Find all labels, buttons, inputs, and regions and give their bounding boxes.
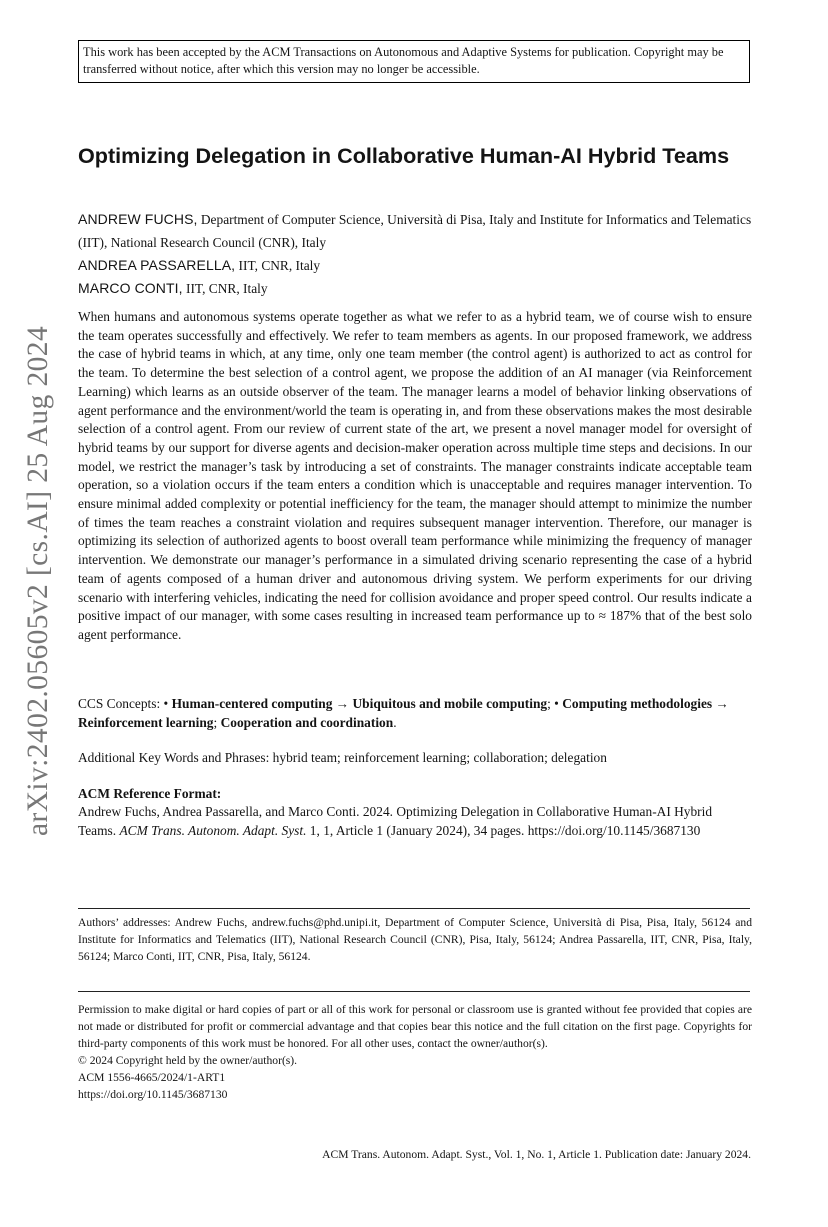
page-footer: ACM Trans. Autonom. Adapt. Syst., Vol. 1, No. 1, Article 1. Publication date: January 2024. [322, 1148, 751, 1161]
ccs-concepts [78, 695, 752, 732]
author-entry [78, 208, 754, 254]
author-list [78, 208, 754, 300]
author-affiliation: IIT, CNR, Italy [182, 281, 268, 296]
doi-link[interactable]: https://doi.org/10.1145/3687130 [78, 1088, 228, 1101]
reference-text: 1, 1, Article 1 (January 2024), 34 pages. https://doi.org/10.1145/3687130 [306, 822, 701, 838]
author-entry [78, 254, 754, 277]
permission-text: Permission to make digital or hard copies of part or all of this work for personal or classroom use is granted without fee provided that copies are not made or distributed for profit or commercial advantage and that copies bear this notice and the full citation on the first page. Copyrights for third-party components of this work must be honored. For all other uses, contact the owner/author(s). [78, 1003, 752, 1050]
arxiv-identifier: arXiv:2402.05605v2 [cs.AI] 25 Aug 2024 [22, 325, 54, 836]
footnote-divider [78, 908, 750, 909]
reference-text: Andrew Fuchs, Andrea Passarella, and Marco Conti. 2024. Optimizing Delegation in Collaborative Human-AI Hybrid Teams. [78, 804, 713, 838]
author-name: ANDREW FUCHS, [78, 211, 198, 227]
author-entry [78, 277, 754, 300]
ccs-concept: Human-centered computing → Ubiquitous and mobile computing [171, 696, 548, 711]
ccs-concept: Cooperation and coordination [220, 714, 394, 730]
author-addresses: Authors’ addresses: Andrew Fuchs, andrew.fuchs@phd.unipi.it, Department of Computer Science, Università di Pisa, Pisa, Italy, 56124 and Institute for Informatics and Telematics (IIT), National Research Council (CNR), Pisa, Italy, 56124; Andrea Passarella, IIT, CNR, Pisa, Italy, 56124; Marco Conti, IIT, CNR, Pisa, Italy, 56124. [78, 916, 752, 963]
reference-format [78, 803, 752, 840]
ccs-suffix: . [393, 714, 397, 730]
reference-journal: ACM Trans. Autonom. Adapt. Syst. [119, 822, 307, 838]
ccs-concept: Computing methodologies → Reinforcement learning [78, 696, 729, 730]
copyright-notice-box: This work has been accepted by the ACM Transactions on Autonomous and Adaptive Systems for publication. Copyright may be transferred without notice, after which this version may no longer be accessible. [78, 40, 750, 83]
author-affiliation: IIT, CNR, Italy [235, 258, 321, 273]
abstract: When humans and autonomous systems operate together as what we refer to as a hybrid team, we of course wish to ensure the team operates successfully and effectively. We refer to team members as agents. In our proposed framework, we address the case of hybrid teams in which, at any time, only one team member (the control agent) is authorized to act as control for the team. To determine the best selection of a control agent, we propose the addition of an AI manager (via Reinforcement Learning) which learns as an outside observer of the team. The manager learns a model of behavior linking observations of agent performance and the environment/world the team is operating in, and from these observations makes the most desirable selection of a control agent. From our review of current state of the art, we present a novel manager model for oversight of hybrid teams by our support for diverse agents and decision-maker operation across multiple time steps and decisions. In our model, we restrict the manager’s task by introducing a set of constraints. The manager constraints indicate acceptable team operation, so a violation occurs if the team enters a condition which is unacceptable and requires manager intervention. To ensure minimal added complexity or potential inefficiency for the team, the manager should attempt to minimize the number of times the team reaches a constraint violation and requires subsequent manager intervention. Therefore, our manager is optimizing its selection of authorized agents to boost overall team performance while minimizing the frequency of manager intervention. We demonstrate our manager’s performance in a simulated driving scenario representing the case of a hybrid team of agents composed of a human driver and autonomous driving system. We perform experiments for our driving scenario with interfering vehicles, indicating the need for collision avoidance and proper speed control. Our results indicate a positive impact of our manager, with some cases resulting in increased team performance up to ≈ 187% that of the best solo agent performance. [78, 309, 752, 642]
footnote-divider [78, 991, 750, 992]
ccs-prefix: CCS Concepts: • [78, 696, 172, 711]
ccs-separator: ; • [547, 696, 563, 711]
keywords: Additional Key Words and Phrases: hybrid team; reinforcement learning; collaboration; delegation [78, 750, 607, 765]
author-name: MARCO CONTI, [78, 280, 183, 296]
author-affiliation: Department of Computer Science, Università di Pisa, Italy and Institute for Informatics and Telematics (IIT), National Research Council (CNR), Italy [78, 212, 752, 250]
paper-title: Optimizing Delegation in Collaborative Human-AI Hybrid Teams [78, 143, 730, 168]
permission-block [78, 1001, 752, 1103]
ccs-separator: ; [213, 714, 221, 730]
author-name: ANDREA PASSARELLA, [78, 257, 236, 273]
reference-format-heading: ACM Reference Format: [78, 786, 222, 801]
copyright-line: © 2024 Copyright held by the owner/author(s). [78, 1054, 298, 1067]
issn-line: ACM 1556-4665/2024/1-ART1 [78, 1071, 226, 1084]
